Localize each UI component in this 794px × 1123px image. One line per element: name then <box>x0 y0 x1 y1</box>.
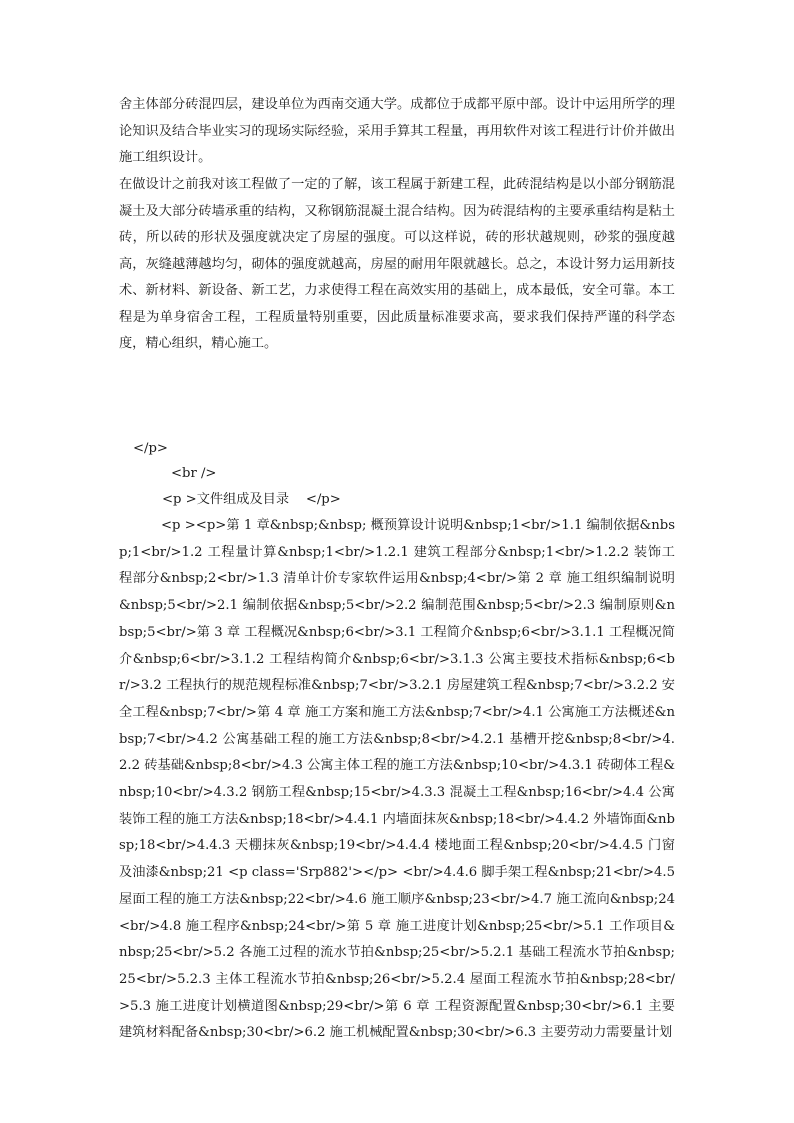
body-paragraph-design: 在做设计之前我对该工程做了一定的了解，该工程属于新建工程，此砖混结构是以小部分钢筋混凝土及大部分砖墙承重的结构，又称钢筋混凝土混合结构。因为砖混结构的主要承重结构是粘土砖，所以砖的形状及强度就决定了房屋的强度。可以这样说，砖的形状越规则，砂浆的强度越高，灰缝越薄越均匀，砌体的强度就越高，房屋的耐用年限就越长。总之，本设计努力运用新技术、新材料、新设备、新工艺，力求使得工程在高效实用的基础上，成本最低，安全可靠。本工程是为单身宿舍工程，工程质量特别重要，因此质量标准要求高，要求我们保持严谨的科学态度，精心组织，精心施工。 <box>119 177 675 351</box>
body-paragraph-intro: 舍主体部分砖混四层，建设单位为西南交通大学。成都位于成都平原中部。设计中运用所学的理论知识及结合毕业实习的现场实际经验，采用手算其工程量，再用软件对该工程进行计价并做出施工组织设计。 <box>119 97 675 165</box>
raw-close-paragraph-tag: </p> <box>133 441 168 456</box>
toc-heading-markup: <p >文件组成及目录 </p> <box>162 492 341 507</box>
table-of-contents-raw-markup: <p ><p>第 1 章&nbsp;&nbsp; 概预算设计说明&nbsp;1<br/>1.1 编制依据&nbsp;1<br/>1.2 工程量计算&nbsp;1<br/>1.2.1 建筑工程部分&nbsp;1<br/>1.2.2 装饰工程部分&nbsp;2<br/>1.3 清单计价专家软件运用&nbsp;4<br/>第 2 章 施工组织编制说明&nbsp;5<br/>2.1 编制依据&nbsp;5<br/>2.2 编制范围&nbsp;5<br/>2.3 编制原则&nbsp;5<br/>第 3 章 工程概况&nbsp;6<br/>3.1 工程简介&nbsp;6<br/>3.1.1 工程概况简介&nbsp;6<br/>3.1.2 工程结构简介&nbsp;6<br/>3.1.3 公寓主要技术指标&nbsp;6<br/>3.2 工程执行的规范规程标准&nbsp;7<br/>3.2.1 房屋建筑工程&nbsp;7<br/>3.2.2 安全工程&nbsp;7<br/>第 4 章 施工方案和施工方法&nbsp;7<br/>4.1 公寓施工方法概述&nbsp;7<br/>4.2 公寓基础工程的施工方法&nbsp;8<br/>4.2.1 基槽开挖&nbsp;8<br/>4.2.2 砖基础&nbsp;8<br/>4.3 公寓主体工程的施工方法&nbsp;10<br/>4.3.1 砖砌体工程&nbsp;10<br/>4.3.2 钢筋工程&nbsp;15<br/>4.3.3 混凝土工程&nbsp;16<br/>4.4 公寓装饰工程的施工方法&nbsp;18<br/>4.4.1 内墙面抹灰&nbsp;18<br/>4.4.2 外墙饰面&nbsp;18<br/>4.4.3 天棚抹灰&nbsp;19<br/>4.4.4 楼地面工程&nbsp;20<br/>4.4.5 门窗及油漆&nbsp;21 <p class='Srp882'></p> <br/>4.4.6 脚手架工程&nbsp;21<br/>4.5 屋面工程的施工方法&nbsp;22<br/>4.6 施工顺序&nbsp;23<br/>4.7 施工流向&nbsp;24<br/>4.8 施工程序&nbsp;24<br/>第 5 章 施工进度计划&nbsp;25<br/>5.1 工作项目&nbsp;25<br/>5.2 各施工过程的流水节拍&nbsp;25<br/>5.2.1 基础工程流水节拍&nbsp;25<br/>5.2.3 主体工程流水节拍&nbsp;26<br/>5.2.4 屋面工程流水节拍&nbsp;28<br/>5.3 施工进度计划横道图&nbsp;29<br/>第 6 章 工程资源配置&nbsp;30<br/>6.1 主要建筑材料配备&nbsp;30<br/>6.2 施工机械配置&nbsp;30<br/>6.3 主要劳动力需要量计划 <box>119 518 675 1041</box>
raw-line-break-tag: <br /> <box>171 466 217 481</box>
